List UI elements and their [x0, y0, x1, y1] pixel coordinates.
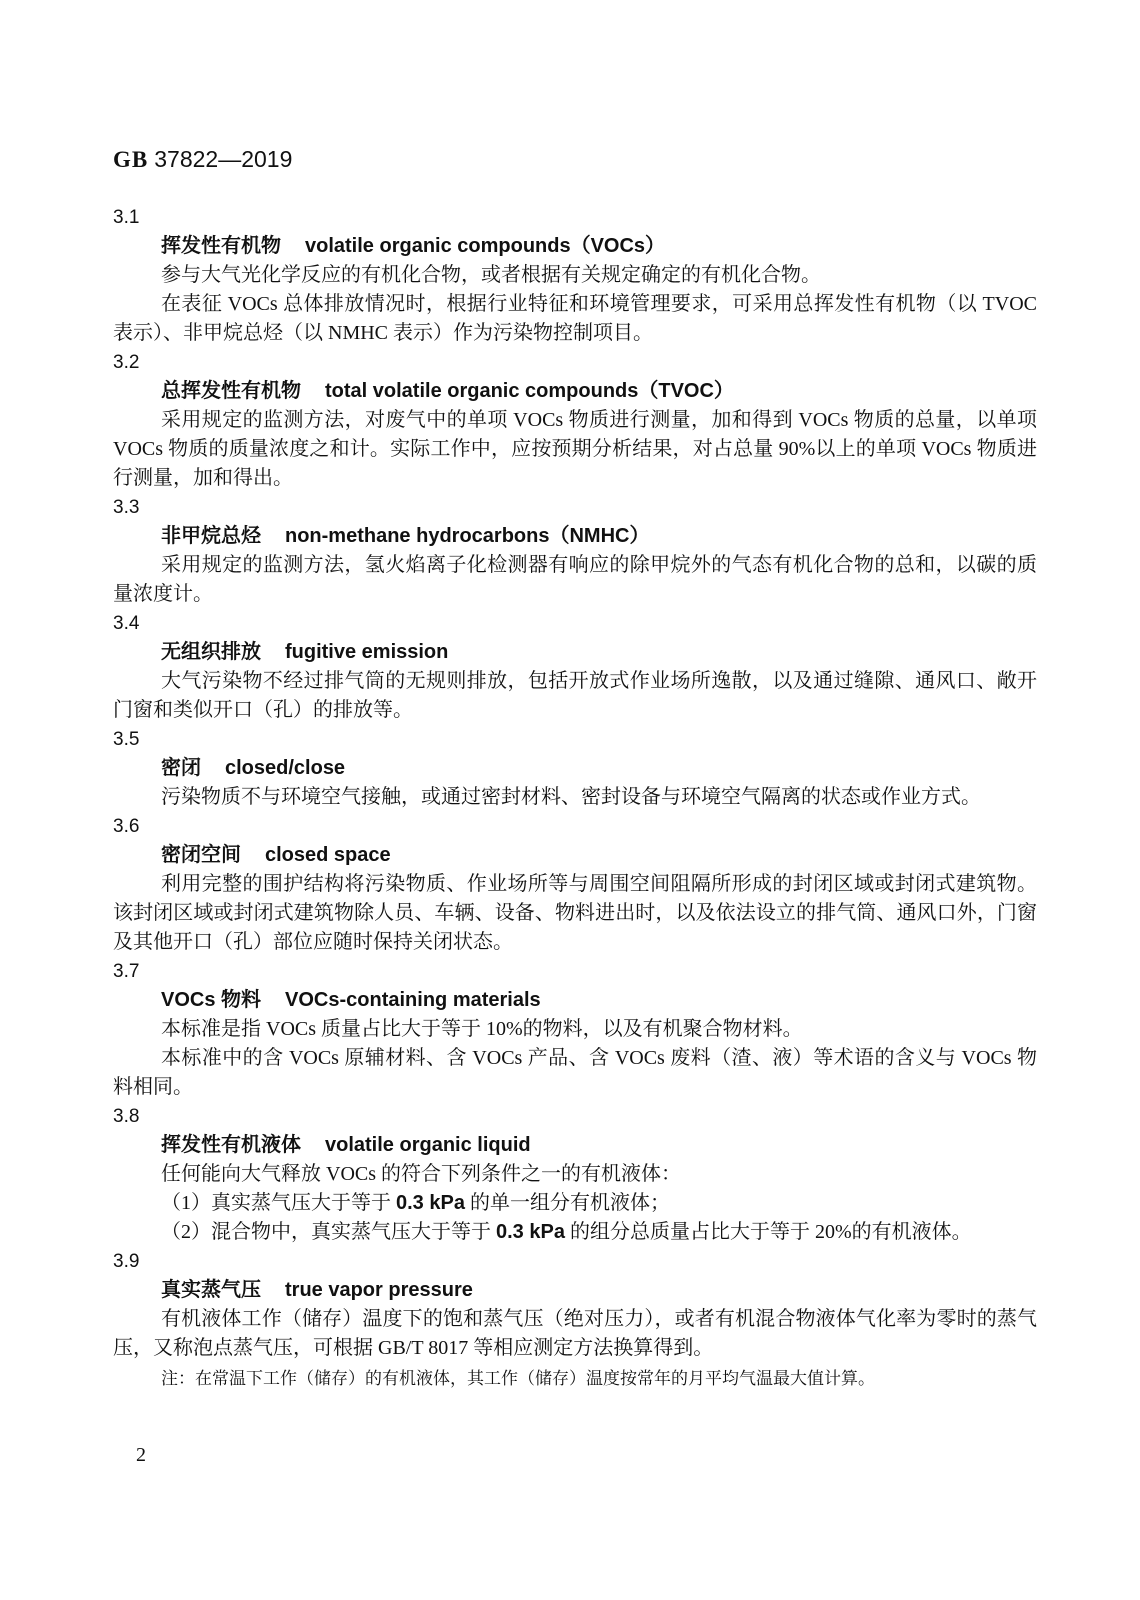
document-header — [113, 146, 1037, 173]
term-en: closed/close — [225, 757, 346, 779]
term-zh: 非甲烷总烃 — [161, 525, 261, 547]
definition-paragraph: 有机液体工作（储存）温度下的饱和蒸气压（绝对压力），或者有机混合物液体气化率为零时的蒸气压，又称泡点蒸气压，可根据 GB/T 8017 等相应测定方法换算得到。 — [113, 1308, 1037, 1359]
section-number: 3.7 — [113, 961, 140, 982]
definition-paragraph: 在表征 VOCs 总体排放情况时，根据行业特征和环境管理要求，可采用总挥发性有机物（以 TVOC 表示）、非甲烷总烃（以 NMHC 表示）作为污染物控制项目。 — [113, 293, 1037, 344]
definition-paragraph: 污染物质不与环境空气接触，或通过密封材料、密封设备与环境空气隔离的状态或作业方式。 — [161, 786, 981, 808]
term-heading — [161, 232, 1037, 261]
term-zh: 密闭空间 — [161, 844, 241, 866]
section-number: 3.1 — [113, 207, 140, 228]
term-zh: 挥发性有机液体 — [161, 1134, 301, 1156]
term-heading — [161, 754, 1037, 783]
standard-code-prefix: GB — [113, 147, 149, 172]
term-heading — [161, 1131, 1037, 1160]
term-en: total volatile organic compounds（TVOC） — [325, 380, 734, 402]
term-heading — [161, 377, 1037, 406]
term-zh: 总挥发性有机物 — [161, 380, 301, 402]
term-en: volatile organic compounds（VOCs） — [305, 235, 666, 257]
term-en: true vapor pressure — [285, 1279, 473, 1301]
term-heading — [161, 1276, 1037, 1305]
definition-paragraph: 参与大气光化学反应的有机化合物，或者根据有关规定确定的有机化合物。 — [161, 264, 821, 286]
term-heading — [161, 522, 1037, 551]
vapor-pressure-value: 0.3 kPa — [496, 1221, 565, 1243]
list-item-text: 的单一组分有机液体； — [464, 1192, 670, 1214]
definition-paragraph: 采用规定的监测方法，对废气中的单项 VOCs 物质进行测量，加和得到 VOCs 物质的总量，以单项 VOCs 物质的质量浓度之和计。实际工作中，应按预期分析结果，对占总量 90%以上的单项 VOCs 物质进行测量，加和得出。 — [113, 409, 1037, 489]
term-heading — [161, 986, 1037, 1015]
list-item-text: （1）真实蒸气压大于等于 — [161, 1192, 396, 1214]
term-en: VOCs-containing materials — [285, 989, 541, 1011]
section-number: 3.8 — [113, 1106, 140, 1127]
note-text: 注：在常温下工作（储存）的有机液体，其工作（储存）温度按常年的月平均气温最大值计算。 — [161, 1369, 875, 1388]
term-en: non-methane hydrocarbons（NMHC） — [285, 525, 650, 547]
term-zh: 密闭 — [161, 757, 201, 779]
section-number: 3.2 — [113, 352, 140, 373]
section-number: 3.9 — [113, 1251, 140, 1272]
definition-paragraph: 采用规定的监测方法，氢火焰离子化检测器有响应的除甲烷外的气态有机化合物的总和，以碳的质量浓度计。 — [113, 554, 1037, 605]
definition-paragraph: 本标准是指 VOCs 质量占比大于等于 10%的物料，以及有机聚合物材料。 — [161, 1018, 803, 1040]
term-en: closed space — [265, 844, 391, 866]
list-item-text: （2）混合物中，真实蒸气压大于等于 — [161, 1221, 496, 1243]
list-item-text: 的组分总质量占比大于等于 20%的有机液体。 — [564, 1221, 972, 1243]
term-zh: 真实蒸气压 — [161, 1279, 261, 1301]
definition-paragraph: 本标准中的含 VOCs 原辅材料、含 VOCs 产品、含 VOCs 废料（渣、液）等术语的含义与 VOCs 物料相同。 — [113, 1047, 1037, 1098]
section-number: 3.3 — [113, 497, 140, 518]
list-item — [113, 1189, 1037, 1218]
page-content — [113, 146, 1037, 1393]
section-number: 3.5 — [113, 729, 140, 750]
term-zh: VOCs 物料 — [161, 989, 262, 1011]
section-number: 3.6 — [113, 816, 140, 837]
section-number: 3.4 — [113, 613, 140, 634]
list-item — [113, 1218, 1037, 1247]
term-zh: 挥发性有机物 — [161, 235, 281, 257]
term-heading — [161, 638, 1037, 667]
definition-paragraph: 大气污染物不经过排气筒的无规则排放，包括开放式作业场所逸散，以及通过缝隙、通风口、敞开门窗和类似开口（孔）的排放等。 — [113, 670, 1037, 721]
page-number: 2 — [136, 1444, 146, 1466]
term-heading — [161, 841, 1037, 870]
definition-paragraph: 任何能向大气释放 VOCs 的符合下列条件之一的有机液体： — [161, 1163, 682, 1185]
vapor-pressure-value: 0.3 kPa — [396, 1192, 465, 1214]
term-en: volatile organic liquid — [325, 1134, 531, 1156]
term-zh: 无组织排放 — [161, 641, 261, 663]
definition-paragraph: 利用完整的围护结构将污染物质、作业场所等与周围空间阻隔所形成的封闭区域或封闭式建筑物。该封闭区域或封闭式建筑物除人员、车辆、设备、物料进出时，以及依法设立的排气筒、通风口外，门窗及其他开口（孔）部位应随时保持关闭状态。 — [113, 873, 1037, 953]
term-en: fugitive emission — [285, 641, 449, 663]
standard-code-number: 37822—2019 — [154, 146, 293, 172]
